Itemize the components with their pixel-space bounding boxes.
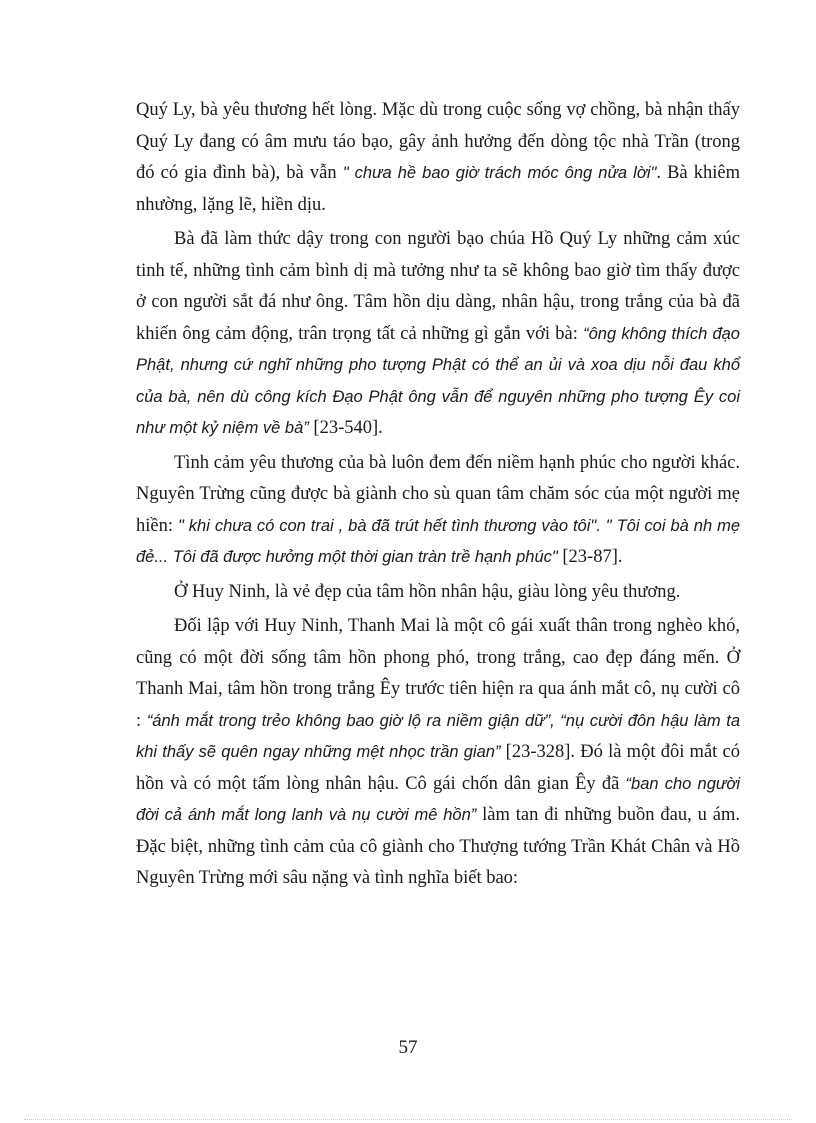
paragraph-4 xyxy=(136,577,740,609)
text-run: [23-328]. Đó là một đôi mắt có hồn và có một tấm lòng nhân hậu. Cô gái chốn dân gian Êy đã xyxy=(136,742,740,794)
text-run: Tình cảm yêu thương của bà luôn đem đến niềm hạnh phúc cho người khác. Nguyên Trừng cũng được bà giành cho sù quan tâm chăm sóc của một người mẹ hiền: xyxy=(136,452,740,536)
paragraph-1 xyxy=(136,95,740,221)
quotation: " chưa hề bao giờ trách móc ông nửa lời" xyxy=(342,164,657,182)
citation: [23-540]. xyxy=(308,418,383,438)
body-text xyxy=(136,95,740,898)
page-bottom-rule xyxy=(24,1119,792,1120)
quotation: " khi chưa có con trai , bà đã trút hết tình thương vào tôi". " Tôi coi bà nh mẹ đẻ... Tôi đã được hưởng một thời gian tràn trề hạnh phúc" xyxy=(136,516,740,566)
paragraph-5 xyxy=(136,611,740,895)
text-run: Bà đã làm thức dậy trong con người bạo chúa Hồ Quý Ly những cảm xúc tinh tế, những tình cảm bình dị mà tưởng như ta sẽ không bao giờ tìm thấy được ở con người sắt đá như ông. Tâm hồn dịu dàng, nhân hậu, trong trắng của bà đã khiến ông cảm động, trân trọng tất cả những gì gắn với bà: xyxy=(136,229,740,344)
text-run: . Bà khiêm nhường, lặng lẽ, hiền dịu. xyxy=(136,163,740,215)
citation: [23-87]. xyxy=(557,547,623,567)
text-run: làm tan đi những buồn đau, u ám. Đặc biệt, những tình cảm của cô giành cho Thượng tướng Trần Khát Chân và Hồ Nguyên Trừng mới sâu nặng và tình nghĩa biết bao: xyxy=(136,805,740,888)
paragraph-3 xyxy=(136,448,740,574)
quotation: “ban cho người đời cả ánh mắt long lanh và nụ cười mê hồn” xyxy=(136,774,741,824)
text-run: Ở Huy Ninh, là vẻ đẹp của tâm hồn nhân hậu, giàu lòng yêu thương. xyxy=(174,581,681,602)
quotation: “ánh mắt trong trẻo không bao giờ lộ ra niềm giận dữ”, “nụ cười đôn hậu làm ta khi thấy sẽ quên ngay những mệt nhọc trần gian” xyxy=(136,711,741,761)
text-run: Đối lập với Huy Ninh, Thanh Mai là một cô gái xuất thân trong nghèo khó, cũng có một đời sống tâm hồn phong phó, trong trắng, cao đẹp đáng mến. Ở Thanh Mai, tâm hồn trong trắng Êy trước tiên hiện ra qua ánh mắt cô, nụ cười cô : xyxy=(136,616,740,731)
quotation: “ông không thích đạo Phật, nhưng cứ nghĩ những pho tượng Phật có thể an ủi và xoa dịu nỗi đau khổ của bà, nên dù công kích Đạo Phật ông vẫn để nguyên những pho tượng Êy coi như một kỷ niệm về bà” xyxy=(136,324,740,437)
paragraph-2 xyxy=(136,224,740,445)
text-run: Quý Ly, bà yêu thương hết lòng. Mặc dù trong cuộc sống vợ chồng, bà nhận thấy Quý Ly đang có âm mưu táo bạo, gây ảnh hưởng đến dòng tộc nhà Trần (trong đó có gia đình bà), bà vẫn xyxy=(136,100,740,183)
page-number: 57 xyxy=(398,1037,418,1058)
